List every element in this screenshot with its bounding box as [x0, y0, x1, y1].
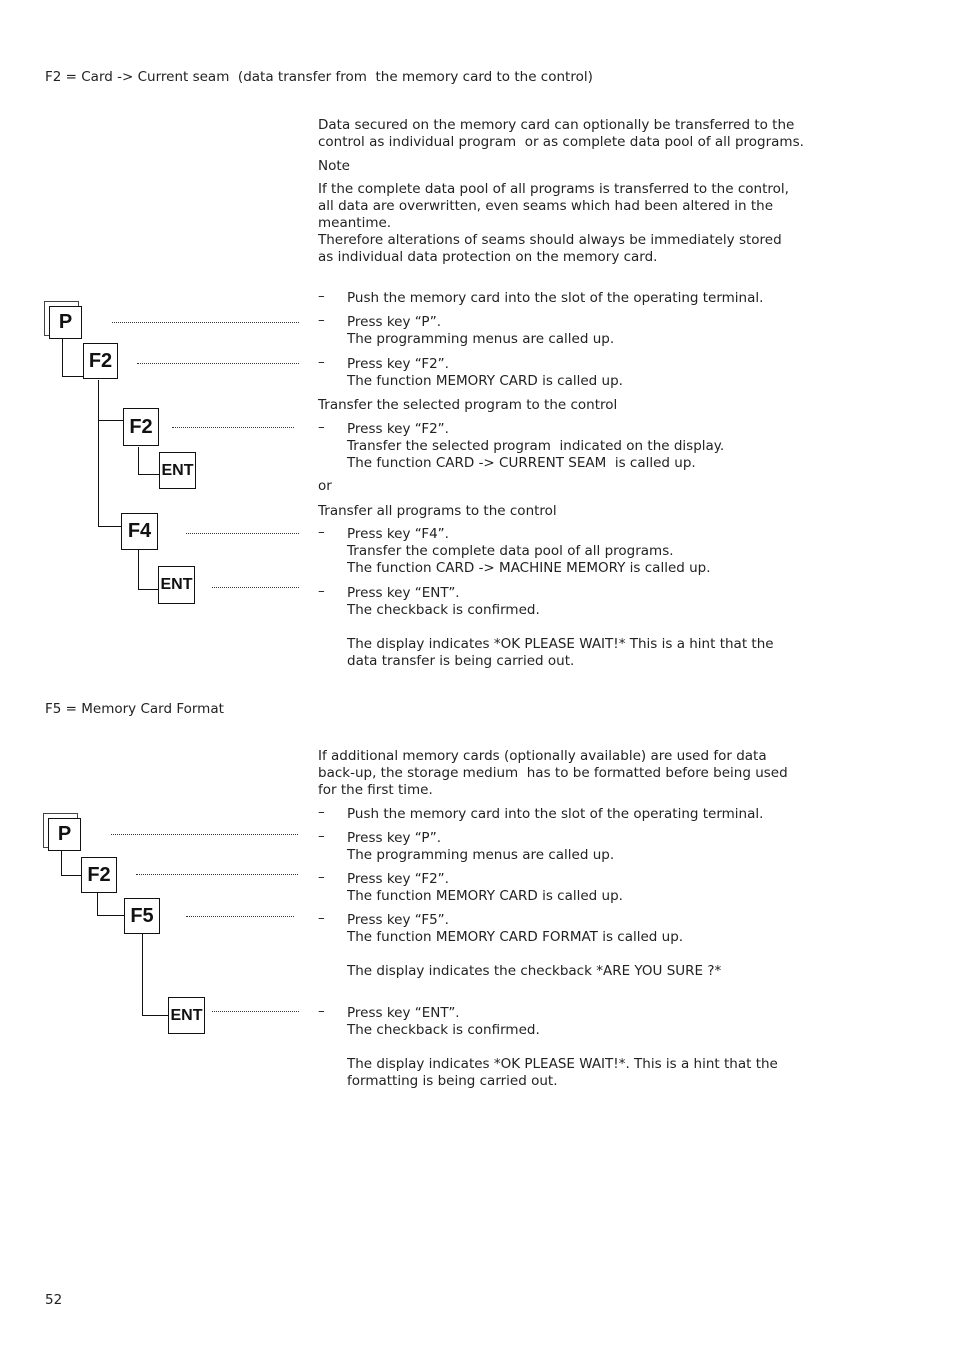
- diagram-connector: [97, 915, 124, 916]
- diagram-connector: [98, 526, 121, 527]
- format-step-press-f2: [347, 871, 623, 905]
- diagram-connector: [142, 934, 143, 1016]
- step-dash: –: [318, 524, 325, 540]
- section-heading-card-to-current-seam: F2 = Card -> Current seam (data transfer from the memory card to the control): [45, 69, 593, 85]
- step-dash: –: [318, 288, 325, 304]
- step-dash: –: [318, 312, 325, 328]
- section-heading-memory-card-format: F5 = Memory Card Format: [45, 701, 224, 717]
- step-line: The display indicates *OK PLEASE WAIT!*. This is a hint that the: [347, 1056, 778, 1072]
- step-line: Press key “F5”.: [347, 912, 449, 928]
- step-line: The function CARD -> MACHINE MEMORY is called up.: [347, 560, 711, 576]
- step-line: Transfer the selected program indicated on the display.: [347, 438, 725, 454]
- step-dash: –: [318, 1003, 325, 1019]
- format-step-press-p: [347, 830, 614, 864]
- leader-dots: [186, 533, 299, 534]
- step-line: Press key “ENT”.: [347, 1005, 460, 1021]
- step-line: The function MEMORY CARD is called up.: [347, 888, 623, 904]
- step-dash: –: [318, 828, 325, 844]
- note-line: If the complete data pool of all programs is transferred to the control,: [318, 181, 789, 197]
- note-line: all data are overwritten, even seams which had been altered in the: [318, 198, 774, 214]
- step-dash: –: [318, 869, 325, 885]
- step-line: Push the memory card into the slot of the operating terminal.: [347, 806, 764, 822]
- step-dash: –: [318, 910, 325, 926]
- leader-dots: [111, 834, 298, 835]
- format-step-press-f5: [347, 912, 721, 980]
- key-ent-confirm: ENT: [158, 566, 195, 604]
- subtitle-transfer-selected: Transfer the selected program to the control: [318, 397, 618, 413]
- key-f2: F2: [83, 343, 118, 379]
- step-line: The checkback is confirmed.: [347, 1022, 540, 1038]
- step-line: formatting is being carried out.: [347, 1073, 558, 1089]
- step-press-f2-transfer: [347, 421, 724, 472]
- intro-line: back-up, the storage medium has to be formatted before being used: [318, 765, 788, 781]
- step-dash: –: [318, 583, 325, 599]
- format-intro-paragraph: [318, 748, 888, 799]
- page-number: 52: [45, 1292, 63, 1308]
- note-label: Note: [318, 158, 350, 174]
- intro-line: control as individual program or as complete data pool of all programs.: [318, 134, 804, 150]
- format-step-press-ent: [347, 1005, 778, 1090]
- diagram-connector: [142, 1015, 168, 1016]
- intro-line: Data secured on the memory card can optionally be transferred to the: [318, 117, 795, 133]
- diagram-connector: [138, 550, 139, 590]
- step-line: The programming menus are called up.: [347, 331, 615, 347]
- leader-dots: [137, 363, 299, 364]
- step-line: Press key “P”.: [347, 314, 441, 330]
- leader-dots: [172, 427, 294, 428]
- step-dash: –: [318, 354, 325, 370]
- step-line: Push the memory card into the slot of the operating terminal.: [347, 290, 764, 306]
- step-press-f4: [347, 526, 711, 577]
- leader-dots: [136, 874, 298, 875]
- step-line: The function MEMORY CARD FORMAT is called up.: [347, 929, 684, 945]
- key-p: P: [49, 306, 82, 339]
- step-line: The programming menus are called up.: [347, 847, 615, 863]
- diagram-connector: [138, 447, 139, 475]
- step-press-ent: [347, 585, 774, 670]
- note-paragraph: [318, 181, 888, 266]
- key-f2-select: F2: [123, 408, 159, 446]
- step-dash: –: [318, 804, 325, 820]
- step-dash: –: [318, 419, 325, 435]
- key-f2: F2: [81, 857, 117, 893]
- diagram-connector: [98, 420, 123, 421]
- step-line: Press key “P”.: [347, 830, 441, 846]
- subtitle-transfer-all: Transfer all programs to the control: [318, 503, 557, 519]
- diagram-connector: [61, 851, 62, 876]
- diagram-connector: [98, 380, 99, 527]
- step-press-p: [347, 314, 614, 348]
- step-line: Press key “F2”.: [347, 356, 449, 372]
- intro-line: If additional memory cards (optionally available) are used for data: [318, 748, 767, 764]
- diagram-connector: [138, 589, 158, 590]
- diagram-connector: [61, 875, 81, 876]
- step-line: Press key “F2”.: [347, 421, 449, 437]
- key-f4: F4: [121, 513, 158, 550]
- or-label: or: [318, 478, 332, 494]
- key-ent: ENT: [168, 997, 205, 1034]
- diagram-connector: [138, 474, 160, 475]
- note-line: as individual data protection on the memory card.: [318, 249, 658, 265]
- note-line: meantime.: [318, 215, 392, 231]
- step-line: The function MEMORY CARD is called up.: [347, 373, 623, 389]
- step-line: Press key “F2”.: [347, 871, 449, 887]
- step-line: The function CARD -> CURRENT SEAM is called up.: [347, 455, 696, 471]
- step-line: Press key “F4”.: [347, 526, 449, 542]
- key-f5: F5: [124, 898, 160, 934]
- step-push-card: [347, 290, 763, 307]
- leader-dots: [112, 322, 299, 323]
- leader-dots: [212, 1011, 299, 1012]
- leader-dots: [212, 587, 299, 588]
- diagram-connector: [62, 376, 83, 377]
- step-line: data transfer is being carried out.: [347, 653, 575, 669]
- step-line: The checkback is confirmed.: [347, 602, 540, 618]
- key-ent: ENT: [159, 452, 196, 489]
- step-line: Press key “ENT”.: [347, 585, 460, 601]
- key-p: P: [48, 818, 81, 851]
- note-line: Therefore alterations of seams should always be immediately stored: [318, 232, 782, 248]
- diagram-connector: [62, 339, 63, 377]
- diagram-connector: [97, 892, 98, 916]
- step-line: Transfer the complete data pool of all programs.: [347, 543, 674, 559]
- format-step-push-card: [347, 806, 763, 823]
- intro-line: for the first time.: [318, 782, 433, 798]
- intro-paragraph: [318, 117, 888, 151]
- step-press-f2: [347, 356, 623, 390]
- leader-dots: [186, 916, 294, 917]
- step-line: The display indicates the checkback *ARE YOU SURE ?*: [347, 963, 722, 979]
- step-line: The display indicates *OK PLEASE WAIT!* This is a hint that the: [347, 636, 774, 652]
